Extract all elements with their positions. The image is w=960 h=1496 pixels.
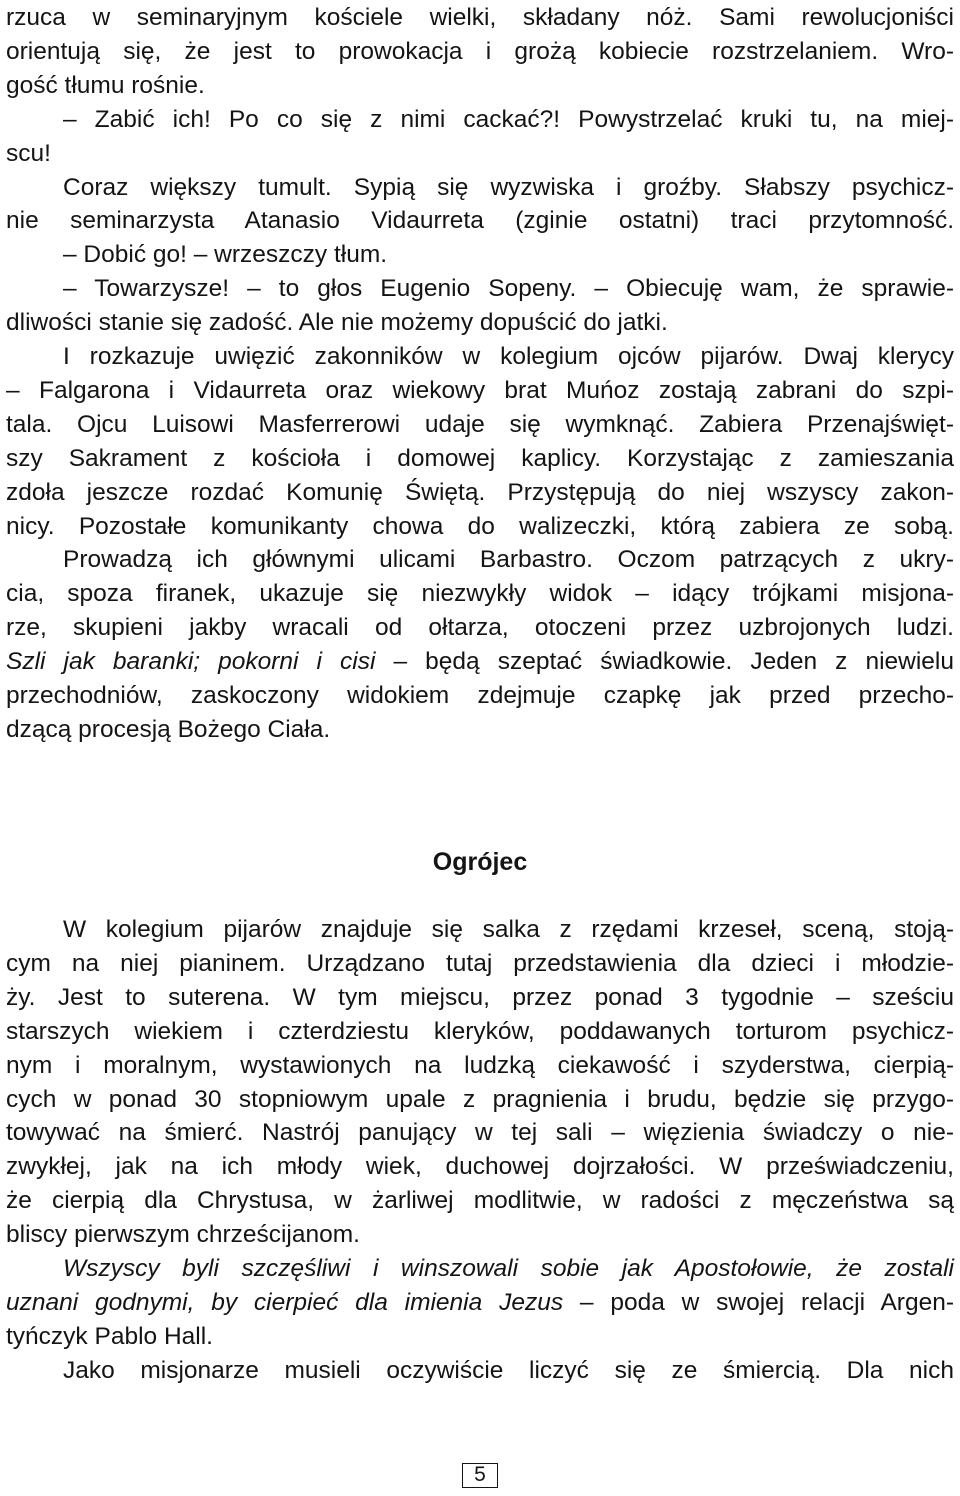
text-line	[63, 1251, 954, 1287]
text-line: scu!	[6, 139, 51, 167]
text-line: – Zabić ich! Po co się z nimi cackać?! Powystrzelać kruki tu, na miej-	[63, 105, 954, 133]
text-line: nie seminarzysta Atanasio Vidaurreta (zginie ostatni) traci przytomność.	[6, 207, 954, 235]
text-line: cia, spoza firanek, ukazuje się niezwykły widok – idący trójkami misjona-	[6, 580, 954, 608]
text-line: dzącą procesją Bożego Ciała.	[6, 715, 331, 743]
text-line: zwykłej, jak na ich młody wiek, duchowej dojrzałości. W przeświadczeniu,	[6, 1153, 954, 1181]
text-line: orientują się, że jest to prowokacja i grożą kobiecie rozstrzelaniem. Wro-	[6, 37, 954, 65]
text-line: Prowadzą ich głównymi ulicami Barbastro. Oczom patrzących z ukry-	[63, 546, 954, 574]
text-line	[6, 644, 954, 680]
page-number: 5	[462, 1463, 498, 1488]
text-line: ży. Jest to suterena. W tym miejscu, przez ponad 3 tygodnie – sześciu	[6, 983, 954, 1011]
italic-quote: Szli jak baranki; pokorni i cisi	[6, 648, 376, 676]
italic-quote: uznani godnymi, by cierpieć dla imienia Jezus	[6, 1288, 564, 1316]
text-line: nicy. Pozostałe komunikanty chowa do walizeczki, którą zabiera ze sobą.	[6, 512, 954, 540]
text-line: gość tłumu rośnie.	[6, 71, 205, 99]
text-line: Coraz większy tumult. Sypią się wyzwiska i groźby. Słabszy psychicz-	[63, 173, 954, 201]
text-line: dliwości stanie się zadość. Ale nie możemy dopuścić do jatki.	[6, 309, 668, 337]
text-line: cych w ponad 30 stopniowym upale z pragnienia i brudu, będzie się przygo-	[6, 1085, 954, 1113]
text-line: przechodniów, zaskoczony widokiem zdejmuje czapkę jak przed przecho-	[6, 682, 954, 709]
italic-quote: Wszyscy byli szczęśliwi i winszowali sobie jak Apostołowie, że zostali	[63, 1255, 954, 1282]
text-line: towywać na śmierć. Nastrój panujący w tej sali – więzienia świadczy o nie-	[6, 1119, 954, 1147]
text-run: – poda w swojej relacji Argen-	[563, 1288, 955, 1316]
text-line: zdoła jeszcze rozdać Komunię Świętą. Przystępują do niej wszyscy zakon-	[6, 478, 954, 506]
text-line	[6, 1285, 954, 1321]
text-line: – Falgarona i Vidaurreta oraz wiekowy brat Muńoz zostają zabrani do szpi-	[6, 376, 954, 404]
text-line: tyńczyk Pablo Hall.	[6, 1322, 213, 1350]
text-line: bliscy pierwszym chrześcijanom.	[6, 1221, 360, 1249]
text-line: I rozkazuje uwięzić zakonników w kolegium ojców pijarów. Dwaj klerycy	[63, 343, 954, 370]
text-line: – Dobić go! – wrzeszczy tłum.	[63, 241, 388, 269]
text-line: szy Sakrament z kościoła i domowej kaplicy. Korzystając z zamieszania	[6, 444, 954, 472]
text-line: Jako misjonarze musieli oczywiście liczyć się ze śmiercią. Dla nich	[63, 1356, 954, 1384]
text-line: rze, skupieni jakby wracali od ołtarza, otoczeni przez uzbrojonych ludzi.	[6, 614, 954, 642]
text-line: tala. Ojcu Luisowi Masferrerowi udaje się wymknąć. Zabiera Przenajświęt-	[6, 410, 954, 438]
text-line: starszych wiekiem i czterdziestu kleryków, poddawanych torturom psychicz-	[6, 1017, 954, 1045]
text-line: – Towarzysze! – to głos Eugenio Sopeny. – Obiecuję wam, że sprawie-	[63, 275, 954, 303]
text-line: że cierpią dla Chrystusa, w żarliwej modlitwie, w radości z męczeństwa są	[6, 1187, 954, 1215]
text-run: – będą szeptać świadkowie. Jeden z niewielu	[375, 648, 954, 676]
text-line: cym na niej pianinem. Urządzano tutaj przedstawienia dla dzieci i młodzie-	[6, 949, 954, 977]
section-heading: Ogrójec	[432, 848, 528, 876]
text-line: W kolegium pijarów znajduje się salka z rzędami krzeseł, sceną, stoją-	[63, 916, 954, 943]
text-line: nym i moralnym, wystawionych na ludzką ciekawość i szyderstwa, cierpią-	[6, 1051, 954, 1079]
text-line: rzuca w seminaryjnym kościele wielki, składany nóż. Sami rewolucjoniści	[6, 4, 954, 31]
